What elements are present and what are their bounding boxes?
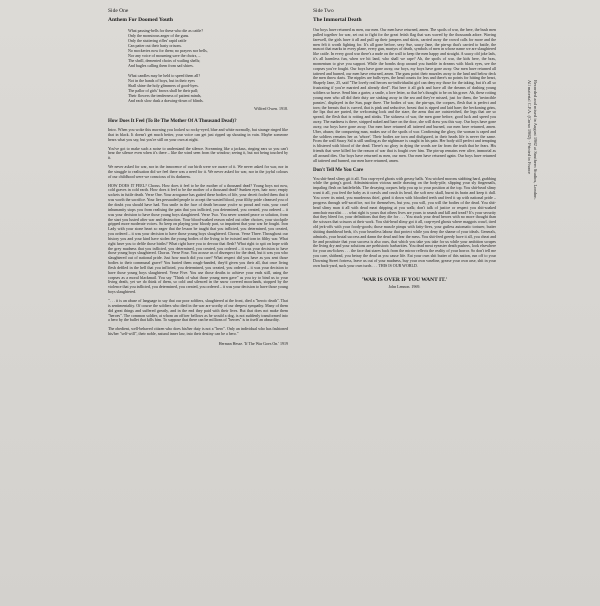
lennon-attribution: John Lennon. 1969. (388, 283, 421, 289)
lyric-paragraph: You've got to make such a noise to understand the silence. Screaming like a jackass, ringing ears so you can't hear the silence even when it's there – like the wind seen from the window; seeing it, but not being touched by it. (108, 145, 288, 161)
how-does-it-feel-title: How Does It Feel (To Be The Mother Of A Thousand Dead)? (108, 119, 237, 124)
lyric-paragraph: You shit-head slimy git it all. You crap-eyed ghosts with greasy balls. You wicked morons stabbing hard, grabbing while the going's good. Administration vicious smile drawing on the body-pile, slipping your sly fingernails, impaling flesh on battlefields. The decaying corpses help you up to your position at the top. You shit-head slimy want it all, you feed the baby as it crawls and crush its head, the soft new skull, burnt its brain and keep it dull. You cover its mind, you murderous thief, grind it down with bloodied teeth and feed it up with national pride – progress through self-sacrifice, not for themselves, but you, you will, you will the bodies of the dead. You shit-head slimy man it all with dead meat dripping at you walk; don't talk of justice or respect you shit-soaked armchair moralist . . . what right is yours that others lives are yours to smash and kill and tread? It's your security that they bleed for, your definitions that they die for . . . You stuck your dead heroes with no more thought than the scissors that scissors at their work. You shit-head slimy got it all, crap-eyed ghosts where maggots crawl, tired old jerk-offs with your foody-goods; those muscle pimps with fatty-lives, your gutless automatic torturer, butter shitting dumbhead beds, it's your heartless labour that protect while you deny the shame of your ideals. Generals, admirals, your brutal success and damn the dead and fear the mess. You shit-feed greedy have it all, you cheat and lie and prostitute that your success is also ours, that which you take you take for us while your ambition scrapes the living dry and your solutions are prehistoric barbarities. You dead meat eyeaster death pushers, look elsewhere for your ass-lickers . . . the face that stares back from the mirror reflects the reality of your horror. So don't tell me you care, shithead, you betray the dead as you cause life. Eat your own shit butter of this nation, run off to your Downing Street fortress, leave us out of your madness, buy your own vaseline, grease your own arse, shit in your own back-yard, suck your own turds . . . THIS IS OUR WORLD. (313, 175, 496, 268)
side-two-column (313, 8, 496, 600)
side-one-label: Side One (108, 8, 129, 14)
immortal-death-title: The Immortal Death (313, 17, 362, 23)
hesse-quote-paragraph: The obedient, well-behaved citizen who does his/her duty is not a "hero". Only an individual who has fashioned his/her "self-will", their noble, natural inner law, into their destiny can be a hero." (108, 326, 288, 337)
anthem-attribution: Wilfred Owen. 1918. (254, 106, 288, 111)
side-one-column (108, 8, 288, 600)
lyric-paragraph: We never asked for war, nor in the innocence of our birth were we aware of it. We never asked for war, nor in the struggle to realisation did we feel there was a need for it. We never asked for war, nor in the joyful colours of our childhood were we conscious of its darkness. (108, 164, 288, 179)
side-two-label: Side Two (313, 8, 334, 14)
credits-line: Recorded and mixed in August 1982 at Southern Studios, London. (533, 80, 538, 200)
lyric-paragraph: HOW DOES IT FEEL? Chorus. How does it feel to be the mother of a thousand dead? Young boys not now, cold graves in cold earth. How does it feel to be the mother of a thousand dead? Sunken eyes, hair now; empty sockets in futile death. Verse One. Your arrogance has gutted these bodies of life, your deceit fooled them that it was worth the sacrifice. Your lies persuaded people to accept the wasted blood, your filthy pride cleansed you of the doubt you should have had. You smile in the face of death because you're so proud and vain, your cruel inhumanity stops you from realising the pain that you inflicted, you determined, you created, you ordered – it was your decision to have those young boys slaughtered. Verse Two. You never wanted peace or solution, from the start you lusted after war and destruction. Your blood-soaked reason ruled out other choices, your stockpile gripped more moderate voices. So keep on playing your bloody part, so impatient that your war be fought. Iron Lady with your stone heart so eager that the lesson be taught that you inflicted, you determined, you created, you ordered – it was your decision to have those young boys slaughtered. Chorus. Verse Three. Throughout our history you and your kind have stolen the young bodies of the living to be twisted and torn in filthy war. What right have you to defile those births? What right have you to devour that flesh? What right to spit on hope with the grey madness that you inflicted, you determined, you created, you ordered – it was your decision to have those young boys slaughtered. Chorus. Verse Four. You accuse us of disrespect for the dead, but it was you who slaughtered out of national pride. Just how much did you care? What respect did you have as you sent those bodies to their communal grave? You buried them rough-handed, they'd given you their all, that once living flesh defiled in the hell that you inflicted, you determined, you created, you ordered – it was your decision to have those young boys slaughtered. Verse Five. You use those deaths to achieve your ends still, using the corpses as a moral blackmail. You say "Think of what those young men gave" as you try to bind us to your living death, yet we do think of them, so cold and silenced in the snow covered moorlands, stopped by the violence that you inflicted, you determined, you created, you ordered – it was your decision to have those young boys slaughtered. (108, 182, 288, 295)
hesse-quote-paragraph: ". . . it is an abuse of language to say that our poor soldiers, slaughtered at the front, died a "heroic death". That is sentimentality. Of course the soldiers who died in the war are worthy of our deepest sympathy. Many of them did great things and suffered greatly, and in the end they paid with their lives. But that does not make them "heroes". The common soldier, at whom an officer bellows as he would a dog, is not suddenly transformed into a hero by the bullet that kills him. To suppose that there can be millions of "heroes" is in itself an absurdity. (108, 298, 288, 323)
recording-credits (516, 80, 538, 500)
anthem-title: Anthem For Doomed Youth (108, 17, 173, 23)
credits-line: All material C.P.A. (Corso 1982) · Printed in France (527, 80, 533, 175)
hesse-attribution: Herman Hesse. 'If The War Goes On.' 1919 (218, 340, 288, 346)
lennon-quote: 'WAR IS OVER IF YOU WANT IT.' (361, 276, 448, 283)
dont-tell-me-title: Don't Tell Me You Care (313, 167, 364, 173)
anthem-poem: What passing-bells for these who die as cattle? Only the monstrous anger of the guns. Only the stuttering rifles' rapid rattle Can patter out their hasty orisons. No mockeries now for them; no prayers nor bells, Nor any voice of mourning save the choirs, – The shrill, demented choirs of wailing shells; And bugles calling them from sad shires. What candles may be held to speed them all? Not in the hands of boys, but in their eyes Shall shine the holy glimmers of good-byes. The pallor of girls' brows shall be their pall; Their flowers the tenderness of patient minds, And each slow dusk a drawing-down of blinds. (128, 28, 208, 103)
lyric-paragraph: Intro. When you woke this morning you looked so rocky-eyed, blue and white normally, but strange ringed like that in black. It doesn't get much better, your voice can get just ripped up shouting in vain. Maybe someone hears what you say, but you're still on your own at night. (108, 127, 288, 142)
lyric-paragraph: Our boys have returned as men, our men. Our men have returned, amen. The spoils of war, the here, the bush men pulled together for war, set out to fight for the great fetish flag that was waved by the thousands adore. Waving farewell, the girls have it all and pull up their jumpers and skirts, carried away the crowd calls for more and the men felt it worth fighting for. It's all gone before, sexy Sue, saucy Jane, the pin-up that's carried to battle, the mascot that marks in every plane, every gun, martyrs of death, symbols of men in whose name we are slaughtered like cattle. In every good war there's a nude on the wall to keep the men happy and straight. A saucy old joke lads, it's all harmless fun, when we hit land, who shall we rape? Ah, the spoils of war, the kids here, the bras, momentum to give you support. While the bombs drop around you fumble in dreams with black eyes, see the corpses you've fought. Our boys have gone away, our boys, my boys have gone away. Our men have returned all tattered and burned, our men have returned, amen. The guns point their muzzles away to the land and below deck the men throw darts. The nipples are bulls-eyes, the head counts for less and there's no points for hitting the heart, Shapely Jane, 25, said "The lovely real heroes no-individualist girl can deny my those for the taking, but it's all so frustrating if you're married and already died". But here it all girls and have all the dreams of dashing young soldiers so brave. Send him a garter, a smile, a love letter, so that he's thought to be on his grave. Ah, these rotting young men who all did their duty are sinking away in the sea and they've missed, just for them, the 'invincible pansies', displayed in the Sun, page three. The bodies of war, the pin-ups, the corpses, flesh that is perfect and torn; the breasts that is curved, that is pink and seductive, breast that is ripped and laid bare; the beckoning grins, the lips that are parted, the welcoming look and the stare, the arms that are outstretched, the legs that are so spread, the flesh that is rotting and stinks. The sickness of war, the men gone before, good luck and speed you away. The madness is there, stripped naked and bare on the door, she will draw you this way. Our boys have gone away, our boys have gone away. Our men have returned all tattered and burned, our men have returned, amen. Uber, abuser, the conquering man, makes use of the spoils of war. Confirming the glory, the woman is raped and the soldiers remains her as 'whore'. Their bodies are torn and disfigured, in their heads life is never the same. From the wall Saucy Sal is still smiling as the nightmare is caught in his pain. Her body still perfect and tempting is blistered with blood of the dead. There's no glory in dying the words are far from the truth that he fears. His friends that were killed for the reason of war that is fought over him. The pin-up remains ever alive, immortal as all around dies. Our boys have returned as men, our men. Our men have returned again. Our boys have returned all tattered and burned, our men have returned, amen. (313, 27, 496, 163)
